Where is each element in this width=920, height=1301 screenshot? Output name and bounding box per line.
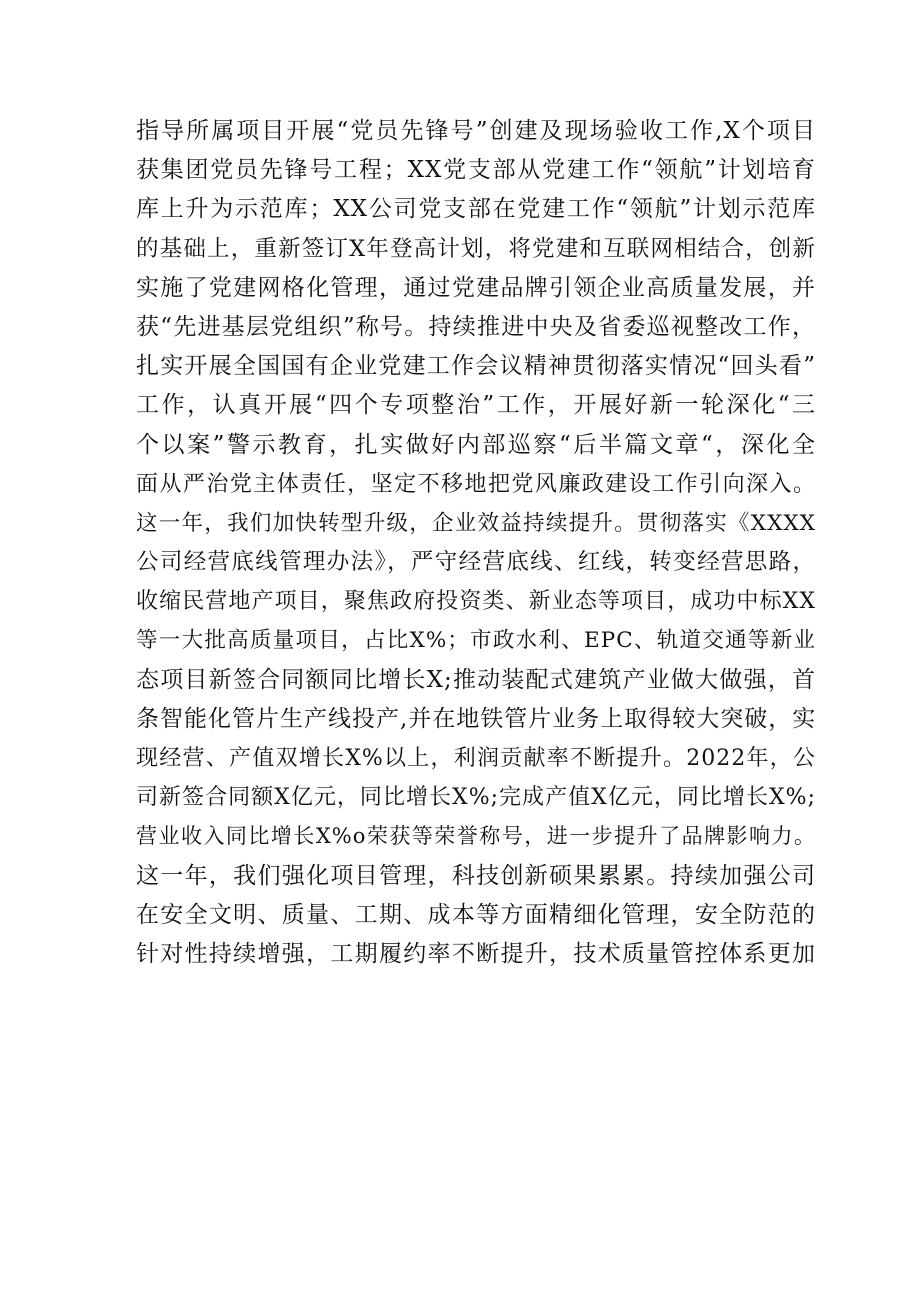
text-line: 针对性持续增强，工期履约率不断提升，技术质量管控体系更加 [136, 940, 816, 967]
text-line: 这一年，我们加快转型升级，企业效益持续提升。贯彻落实《XXXX [136, 510, 816, 536]
text-line: 现经营、产值双增长X%以上，利润贡献率不断提升。2022年，公 [136, 746, 816, 771]
text-line: 营业收入同比增长X%o荣获等荣誉称号，进一步提升了品牌影响力。 [136, 824, 816, 849]
text-line: 个以案”警示教育，扎实做好内部巡察“后半篇文章“，深化全 [136, 431, 816, 458]
text-line: 这一年，我们强化项目管理，科技创新硕果累累。持续加强公司 [136, 862, 816, 889]
text-line: 司新签合同额X亿元，同比增长X%;完成产值X亿元，同比增长X%; [136, 785, 816, 811]
text-line: 获集团党员先锋号工程；XX党支部从党建工作“领航”计划培育 [136, 157, 816, 184]
text-line: 在安全文明、质量、工期、成本等方面精细化管理，安全防范的 [136, 901, 816, 928]
text-line: 面从严治党主体责任，坚定不移地把党风廉政建设工作引向深入。 [136, 471, 816, 497]
body-text [136, 112, 816, 974]
text-line: 条智能化管片生产线投产,并在地铁管片业务上取得较大突破，实 [136, 705, 816, 732]
text-line: 公司经营底线管理办法》，严守经营底线、红线，转变经营思路， [136, 549, 816, 576]
text-line: 态项目新签合同额同比增长X;推动装配式建筑产业做大做强，首 [136, 666, 816, 693]
text-line: 实施了党建网格化管理，通过党建品牌引领企业高质量发展，并 [136, 274, 816, 301]
text-line: 的基础上，重新签订X年登高计划，将党建和互联网相结合，创新 [136, 235, 816, 262]
text-line: 等一大批高质量项目，占比X%；市政水利、EPC、轨道交通等新业 [136, 628, 816, 654]
text-line: 库上升为示范库；XX公司党支部在党建工作“领航”计划示范库 [136, 196, 816, 223]
text-line: 工作，认真开展“四个专项整治”工作，开展好新一轮深化“三 [136, 392, 816, 419]
text-line: 获“先进基层党组织”称号。持续推进中央及省委巡视整改工作， [136, 313, 816, 340]
text-line: 收缩民营地产项目，聚焦政府投资类、新业态等项目，成功中标XX [136, 589, 816, 615]
text-line: 扎实开展全国国有企业党建工作会议精神贯彻落实情况“回头看” [136, 353, 816, 380]
text-line: 指导所属项目开展“党员先锋号”创建及现场验收工作,X个项目 [136, 118, 816, 144]
